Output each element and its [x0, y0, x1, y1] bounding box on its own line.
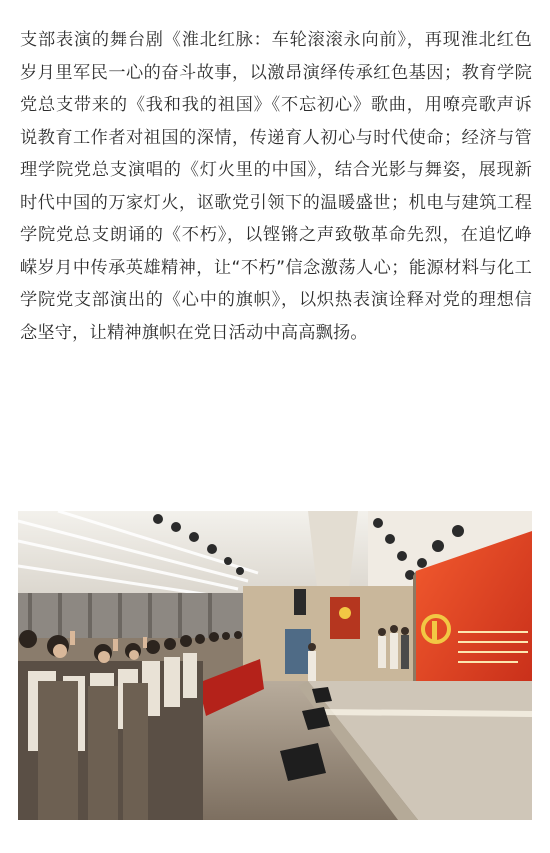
article-paragraph: 支部表演的舞台剧《淮北红脉：车轮滚滚永向前》，再现淮北红色岁月里军民一心的奋斗故事，以激昂演绎传承红色基因；教育学院党总支带来的《我和我的祖国》《不忘初心》歌曲，用嘹亮歌声诉说教育工作者对祖国的深情，传递育人初心与时代使命；经济与管理学院党总支演唱的《灯火里的中国》，结合光影与舞姿，展现新时代中国的万家灯火，讴歌党引领下的温暖盛世；机电与建筑工程学院党总支朗诵的《不朽》，以铿锵之声致敬革命先烈，在追忆峥嵘岁月中传承英雄精神，让“不朽”信念激荡人心；能源材料与化工学院党支部演出的《心中的旗帜》，以炽热表演诠释对党的理想信念坚守，让精神旗帜在党日活动中高高飘扬。 [20, 30, 532, 343]
stage-wall [243, 586, 413, 681]
speaker-person [308, 651, 316, 681]
door [285, 629, 311, 674]
stage-performers [378, 625, 409, 669]
event-photo [18, 511, 532, 820]
photo-illustration [18, 511, 532, 820]
wall-speaker [294, 589, 306, 615]
